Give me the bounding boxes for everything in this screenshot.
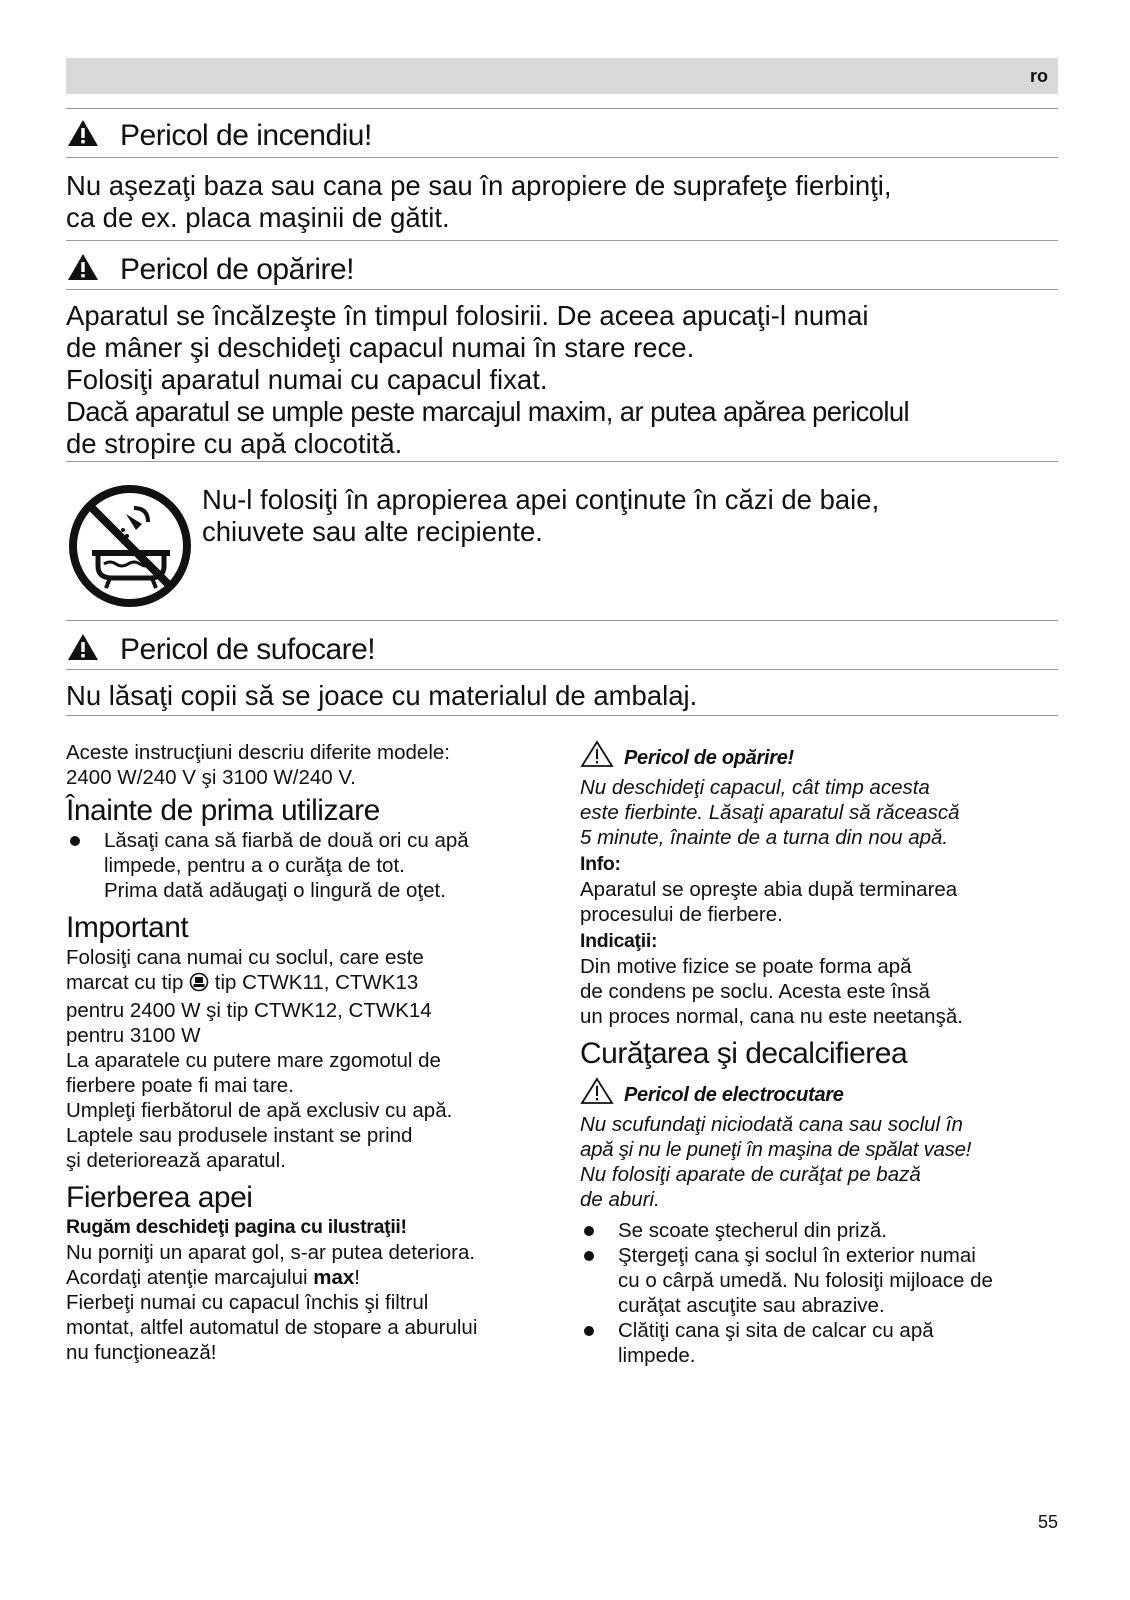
scald-warning-title: Pericol de opărire! <box>66 252 354 288</box>
info-text: procesului de fierbere. <box>580 903 783 926</box>
hints-text: un proces normal, cana nu este neetanşă. <box>580 1005 963 1028</box>
divider <box>66 715 1058 716</box>
electrocution-warning-title: Pericol de electrocutare <box>580 1077 1058 1112</box>
intro-line: 2400 W/240 V şi 3100 W/240 V. <box>66 766 356 789</box>
intro-line: Aceste instrucţiuni descriu diferite modele: <box>66 741 450 764</box>
left-column <box>66 740 546 1365</box>
boiling-heading: Fierberea apei <box>66 1181 253 1214</box>
language-code: ro <box>1030 66 1048 86</box>
info-heading: Info: <box>580 853 621 875</box>
boiling-text: Fierbeţi numai cu capacul închis şi filtrul <box>66 1291 429 1314</box>
base-symbol-icon <box>189 972 209 998</box>
fire-warning-title: Pericol de incendiu! <box>66 118 372 154</box>
scald-warning-small: Pericol de opărire! <box>580 740 1058 775</box>
important-heading: Important <box>66 911 189 944</box>
list-item: Ştergeţi cana şi soclul în exterior numai cu o cârpă umedă. Nu folosiţi mijloace de curăţat ascuţite sau abrazive. <box>580 1243 1058 1318</box>
divider <box>66 108 1058 109</box>
list-item: Clătiţi cana şi sita de calcar cu apă limpede. <box>580 1318 1058 1368</box>
suffocation-warning-text: Nu lăsaţi copii să se joace cu materialul de ambalaj. <box>66 680 698 711</box>
divider <box>66 157 1058 158</box>
divider <box>66 669 1058 670</box>
electrocution-warning-text: Nu scufundaţi niciodată cana sau soclul în apă şi nu le puneţi în maşina de spălat vase! Nu folosiţi aparate de curăţat pe bază de aburi. <box>580 1113 972 1211</box>
important-text: pentru 3100 W <box>66 1024 201 1047</box>
boiling-text: nu funcţionează! <box>66 1341 217 1364</box>
list-item: Se scoate ştecherul din priză. <box>580 1218 1058 1243</box>
warning-triangle-icon <box>66 118 102 148</box>
right-column <box>580 740 1058 1368</box>
hints-text: de condens pe soclu. Acesta este însă <box>580 980 930 1003</box>
scald-warning-text: Aparatul se încălzeşte în timpul folosirii. De aceea apucaţi-l numai de mâner şi deschideţi capacul numai în stare rece. Folosiţi aparatul numai cu capacul fixat. Dacă aparatul se umple peste marcajul maxim, ar putea apărea pericolul de stropire cu apă clocotită. <box>66 300 910 459</box>
important-text: marcat cu tip tip CTWK11, CTWK13 <box>66 970 546 998</box>
before-use-heading: Înainte de prima utilizare <box>66 794 380 827</box>
important-text: Laptele sau produsele instant se prind <box>66 1124 413 1147</box>
hints-heading: Indicaţii: <box>580 930 658 952</box>
list-item: Lăsaţi cana să fiarbă de două ori cu apă limpede, pentru a o curăţa de tot. Prima dată adăugaţi o lingură de oţet. <box>66 828 546 903</box>
page-number: 55 <box>1037 1512 1058 1532</box>
max-marking: max <box>313 1266 355 1289</box>
important-text: Umpleţi fierbătorul de apă exclusiv cu apă. <box>66 1099 453 1122</box>
suffocation-warning-title: Pericol de sufocare! <box>66 632 375 668</box>
no-bathtub-icon <box>68 484 192 608</box>
warning-triangle-icon <box>66 252 102 282</box>
warning-triangle-icon <box>580 740 616 775</box>
scald-warning-text: Nu deschideţi capacul, cât timp acesta este fierbinte. Lăsaţi aparatul să răcească 5 minute, înainte de a turna din nou apă. <box>580 776 960 849</box>
warning-triangle-icon <box>66 632 102 662</box>
important-text: şi deteriorează aparatul. <box>66 1149 286 1172</box>
cleaning-heading: Curăţarea şi decalcifierea <box>580 1037 908 1070</box>
fire-warning-text: Nu aşezaţi baza sau cana pe sau în apropiere de suprafeţe fierbinţi, ca de ex. placa maşinii de gătit. <box>66 170 892 233</box>
boiling-text: Nu porniţi un aparat gol, s-ar putea deteriora. <box>66 1241 476 1264</box>
important-text: La aparatele cu putere mare zgomotul de <box>66 1049 441 1072</box>
important-text: pentru 2400 W şi tip CTWK12, CTWK14 <box>66 999 432 1022</box>
divider <box>66 289 1058 290</box>
important-text: fierbere poate fi mai tare. <box>66 1074 294 1097</box>
boiling-subheading: Rugăm deschideţi pagina cu ilustraţii! <box>66 1216 407 1238</box>
boiling-text: Acordaţi atenţie marcajului max! <box>66 1266 360 1289</box>
info-text: Aparatul se opreşte abia după terminarea <box>580 878 958 901</box>
bath-warning-text: Nu-l folosiţi în apropierea apei conţinute în căzi de baie, chiuvete sau alte recipiente. <box>202 484 880 547</box>
divider <box>66 620 1058 621</box>
divider <box>66 461 1058 462</box>
important-text: Folosiţi cana numai cu soclul, care este <box>66 946 424 969</box>
warning-triangle-icon <box>580 1077 616 1112</box>
divider <box>66 240 1058 241</box>
boiling-text: montat, altfel automatul de stopare a aburului <box>66 1316 478 1339</box>
header-bar <box>66 58 1058 94</box>
hints-text: Din motive fizice se poate forma apă <box>580 955 912 978</box>
